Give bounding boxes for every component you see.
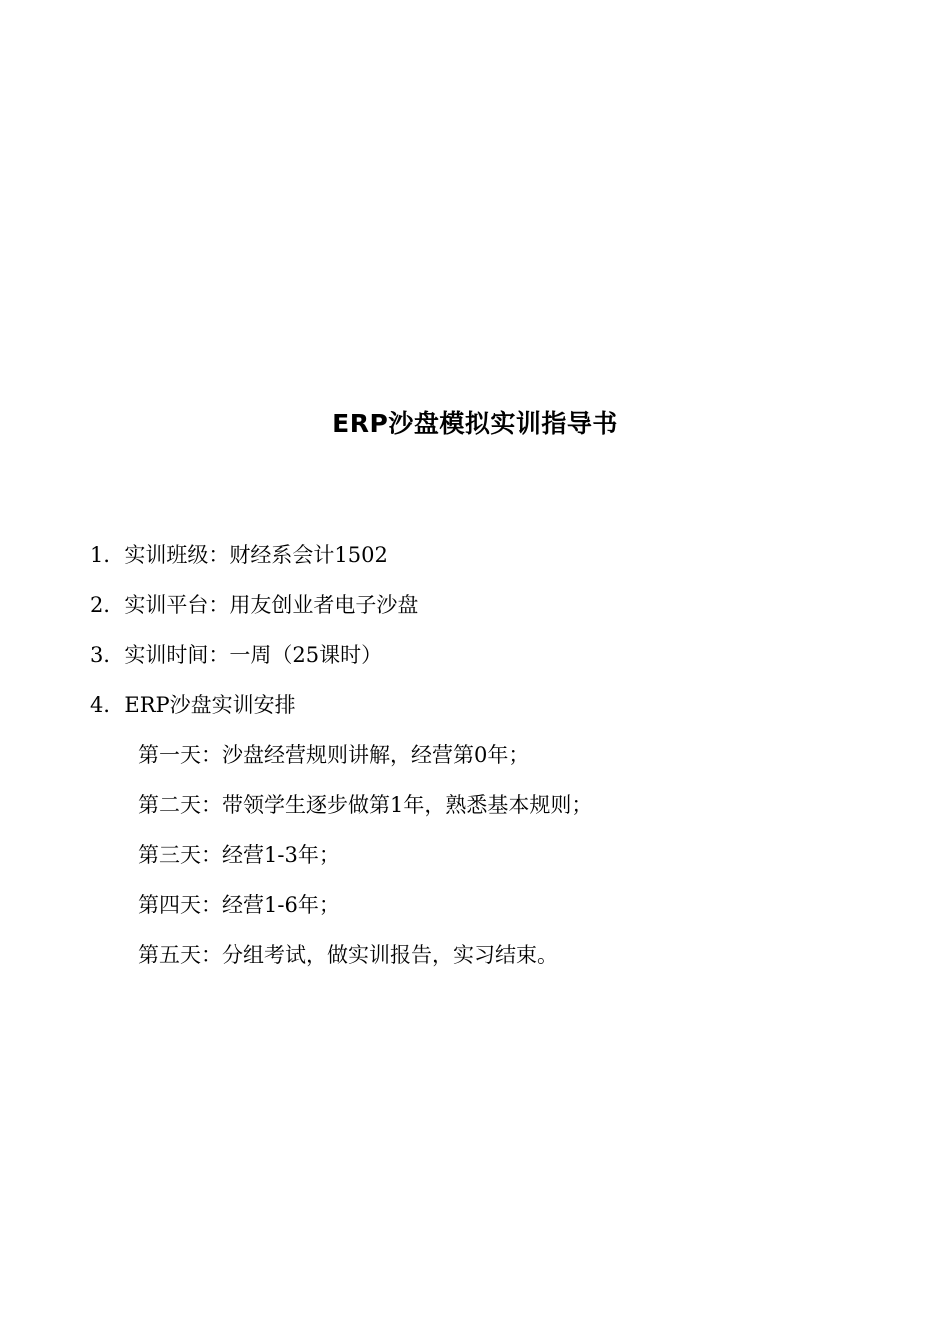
item-training-platform: 2．实训平台：用友创业者电子沙盘 [90,593,419,617]
item-training-time: 3．实训时间：一周（25课时） [90,643,383,667]
schedule-day-3: 第三天：经营1-3年； [138,843,340,867]
schedule-day-2: 第二天：带领学生逐步做第1年，熟悉基本规则； [138,793,593,817]
schedule-day-4: 第四天：经营1-6年； [138,893,340,917]
item-training-schedule: 4．ERP沙盘实训安排 [90,693,296,717]
document-body [90,530,890,980]
schedule-day-1: 第一天：沙盘经营规则讲解，经营第0年； [138,743,530,767]
schedule-day-5: 第五天：分组考试，做实训报告，实习结束。 [138,943,558,967]
page-title: ERP沙盘模拟实训指导书 [332,409,618,438]
item-training-class: 1．实训班级：财经系会计1502 [90,543,388,567]
